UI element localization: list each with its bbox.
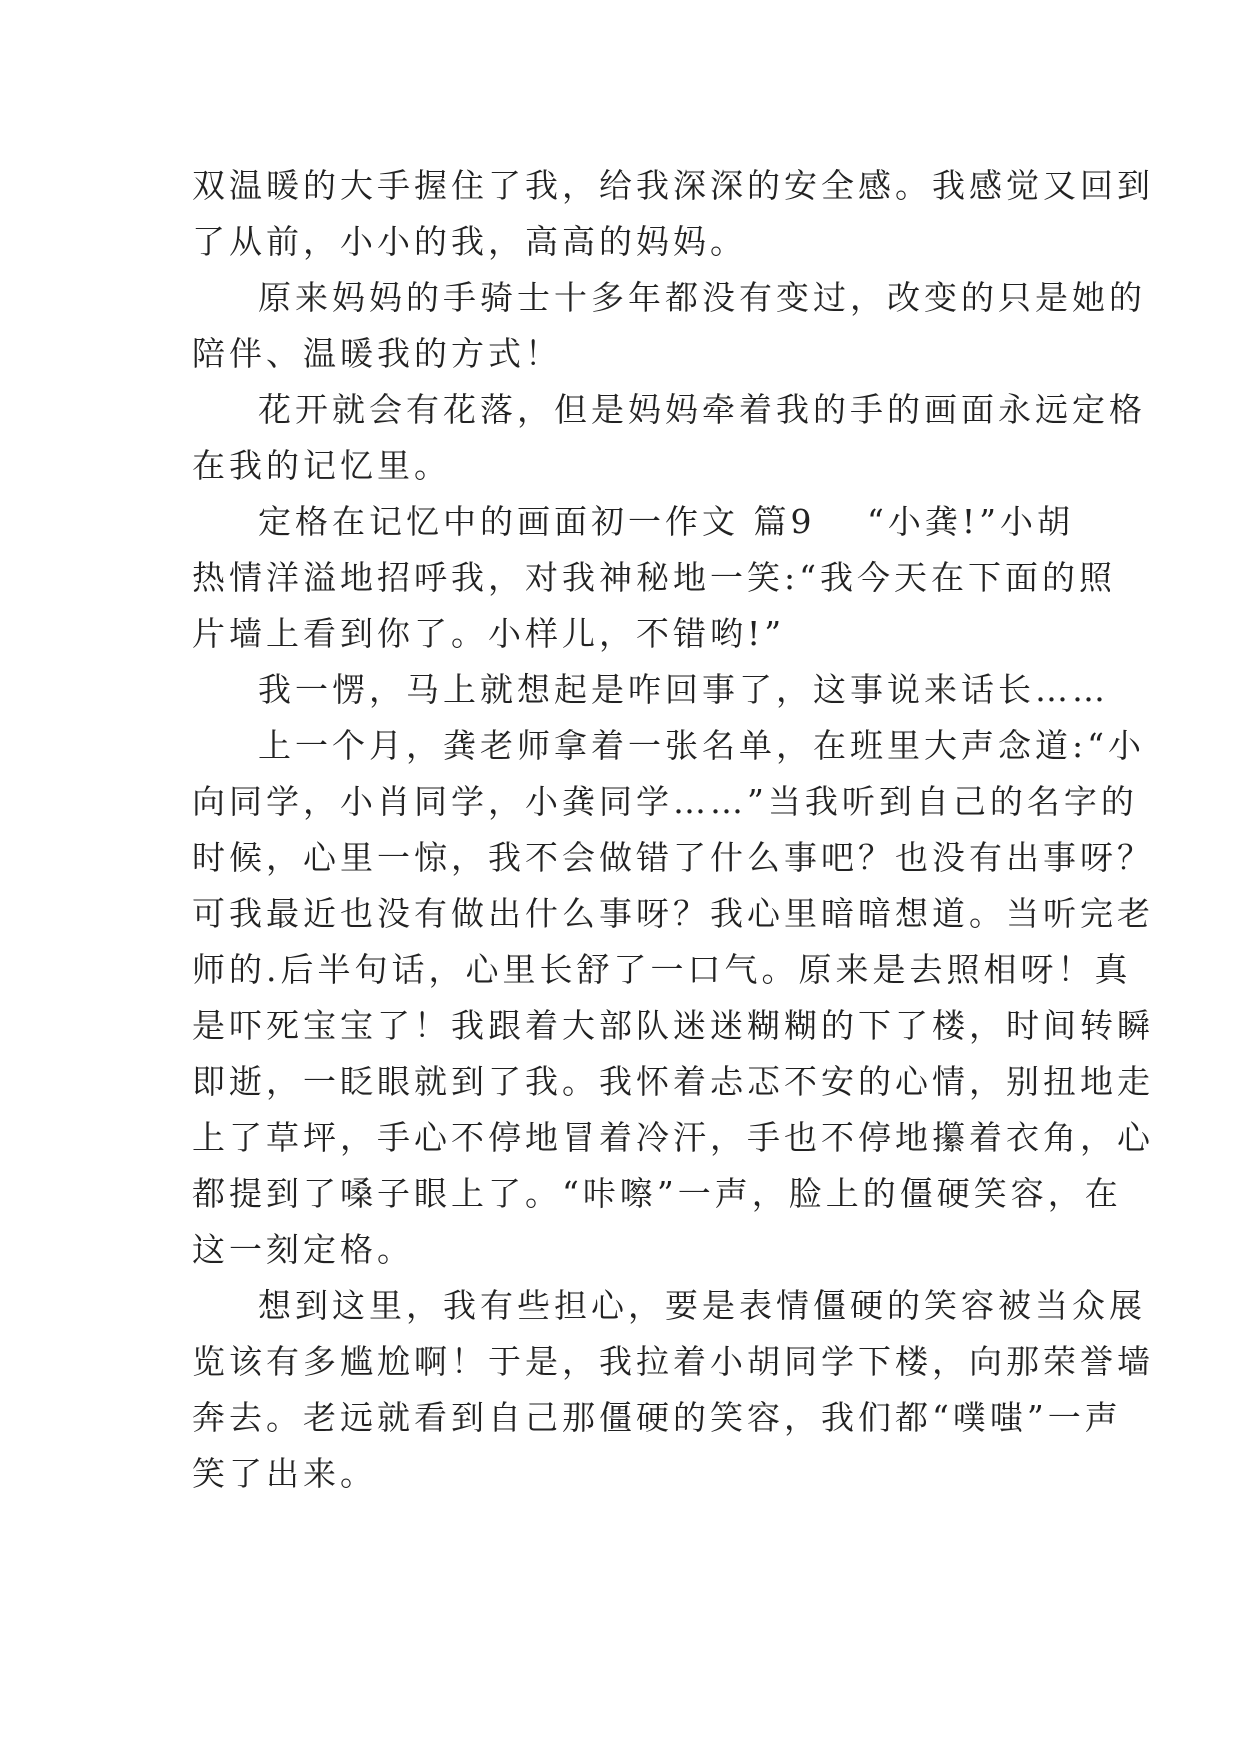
text-line: 都提到了嗓子眼上了。“咔嚓”一声，脸上的僵硬笑容，在 [192,1174,1122,1213]
text-line: 即逝，一眨眼就到了我。我怀着忐忑不安的心情，别扭地走 [192,1062,1154,1101]
text-line: 览该有多尴尬啊！于是，我拉着小胡同学下楼，向那荣誉墙 [192,1342,1154,1381]
text-line: 双温暖的大手握住了我，给我深深的安全感。我感觉又回到 [192,166,1154,205]
text-line: 上了草坪，手心不停地冒着冷汗，手也不停地攥着衣角，心 [192,1118,1154,1157]
text-line: 定格在记忆中的画面初一作文 篇9 “小龚!”小胡 [258,502,1074,541]
text-line: 师的.后半句话，心里长舒了一口气。原来是去照相呀！真 [192,950,1132,989]
text-line: 时候，心里一惊，我不会做错了什么事吧？也没有出事呀？ [192,838,1154,877]
text-line: 花开就会有花落，但是妈妈牵着我的手的画面永远定格 [258,390,1146,429]
text-line: 我一愣，马上就想起是咋回事了，这事说来话长…… [258,670,1109,709]
text-line: 在我的记忆里。 [192,446,451,485]
text-line: 片墙上看到你了。小样儿，不错哟!” [192,614,786,653]
text-line: 上一个月，龚老师拿着一张名单，在班里大声念道:“小 [258,726,1145,765]
document-body [192,158,1154,1502]
text-line: 向同学，小肖同学，小龚同学……”当我听到自己的名字的 [192,782,1138,821]
text-line: 热情洋溢地招呼我，对我神秘地一笑:“我今天在下面的照 [192,558,1116,597]
text-line: 奔去。老远就看到自己那僵硬的笑容，我们都“噗嗤”一声 [192,1398,1122,1437]
text-line: 想到这里，我有些担心，要是表情僵硬的笑容被当众展 [258,1286,1146,1325]
text-line: 这一刻定格。 [192,1230,414,1269]
text-line: 原来妈妈的手骑士十多年都没有变过，改变的只是她的 [258,278,1146,317]
text-line: 陪伴、温暖我的方式！ [192,334,562,373]
text-line: 了从前，小小的我，高高的妈妈。 [192,222,747,261]
text-line: 是吓死宝宝了！我跟着大部队迷迷糊糊的下了楼，时间转瞬 [192,1006,1154,1045]
text-line: 可我最近也没有做出什么事呀？我心里暗暗想道。当听完老 [192,894,1154,933]
text-line: 笑了出来。 [192,1454,377,1493]
